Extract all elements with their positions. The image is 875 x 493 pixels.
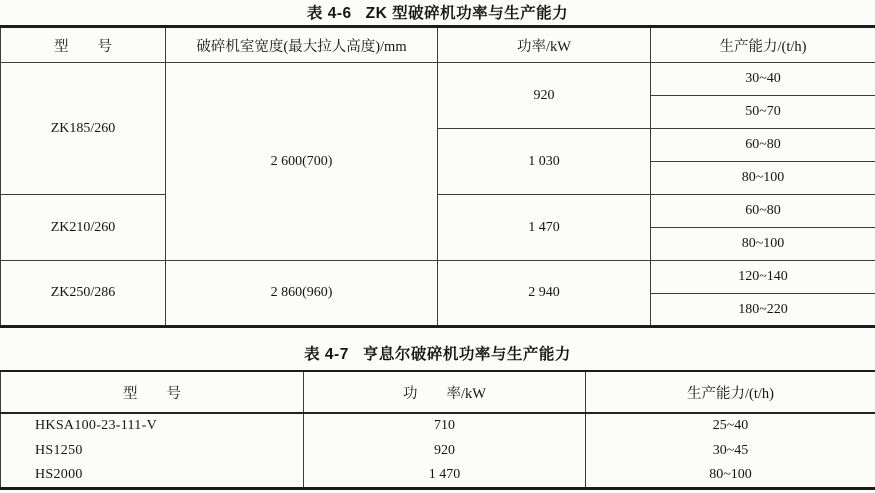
table46-header-row — [1, 27, 875, 63]
t46-model-zk210: ZK210/260 — [1, 195, 166, 261]
t46-width-2860: 2 860(960) — [166, 261, 438, 327]
table46-caption-title: ZK 型破碎机功率与生产能力 — [365, 5, 569, 22]
t46-capacity-2: 50~70 — [651, 96, 875, 129]
t46-header-power: 功率/kW — [438, 27, 651, 63]
t46-power-1470: 1 470 — [438, 195, 651, 261]
table47-caption-label: 表 4-7 — [304, 346, 349, 363]
t46-header-width: 破碎机室宽度(最大拉人高度)/mm — [166, 27, 438, 63]
t47-header-model: 型 号 — [1, 371, 304, 413]
t46-capacity-3: 60~80 — [651, 129, 875, 162]
t47-model-hs2000: HS2000 — [1, 463, 304, 488]
t46-power-1030: 1 030 — [438, 129, 651, 195]
table-row — [1, 195, 875, 228]
t46-capacity-5: 60~80 — [651, 195, 875, 228]
table47-header-row — [1, 371, 875, 413]
t46-model-zk250: ZK250/286 — [1, 261, 166, 327]
t46-capacity-6: 80~100 — [651, 228, 875, 261]
table-row — [1, 438, 875, 463]
t47-power-920: 920 — [304, 438, 586, 463]
t47-capacity-1: 25~40 — [586, 413, 875, 438]
table47 — [0, 370, 875, 490]
t47-power-1470: 1 470 — [304, 463, 586, 488]
table-row — [1, 413, 875, 438]
t47-capacity-2: 30~45 — [586, 438, 875, 463]
t46-power-2940: 2 940 — [438, 261, 651, 327]
table-row — [1, 463, 875, 488]
table46 — [0, 25, 875, 328]
t46-capacity-7: 120~140 — [651, 261, 875, 294]
t47-header-power: 功 率/kW — [304, 371, 586, 413]
t46-header-model: 型 号 — [1, 27, 166, 63]
t46-capacity-4: 80~100 — [651, 162, 875, 195]
t47-capacity-3: 80~100 — [586, 463, 875, 488]
t46-model-zk185: ZK185/260 — [1, 63, 166, 195]
table-row — [1, 63, 875, 96]
table-row — [1, 261, 875, 294]
table46-caption — [0, 0, 875, 25]
t47-model-hs1250: HS1250 — [1, 438, 304, 463]
t47-power-710: 710 — [304, 413, 586, 438]
t46-width-2600: 2 600(700) — [166, 63, 438, 261]
t47-model-hksa100: HKSA100-23-111-V — [1, 413, 304, 438]
table46-caption-label: 表 4-6 — [306, 5, 352, 22]
t46-capacity-1: 30~40 — [651, 63, 875, 96]
t46-capacity-8: 180~220 — [651, 294, 875, 327]
table47-caption — [0, 344, 875, 366]
table47-caption-title: 亨息尔破碎机功率与生产能力 — [362, 346, 571, 363]
t47-header-capacity: 生产能力/(t/h) — [586, 371, 875, 413]
t46-power-920: 920 — [438, 63, 651, 129]
t46-header-capacity: 生产能力/(t/h) — [651, 27, 875, 63]
